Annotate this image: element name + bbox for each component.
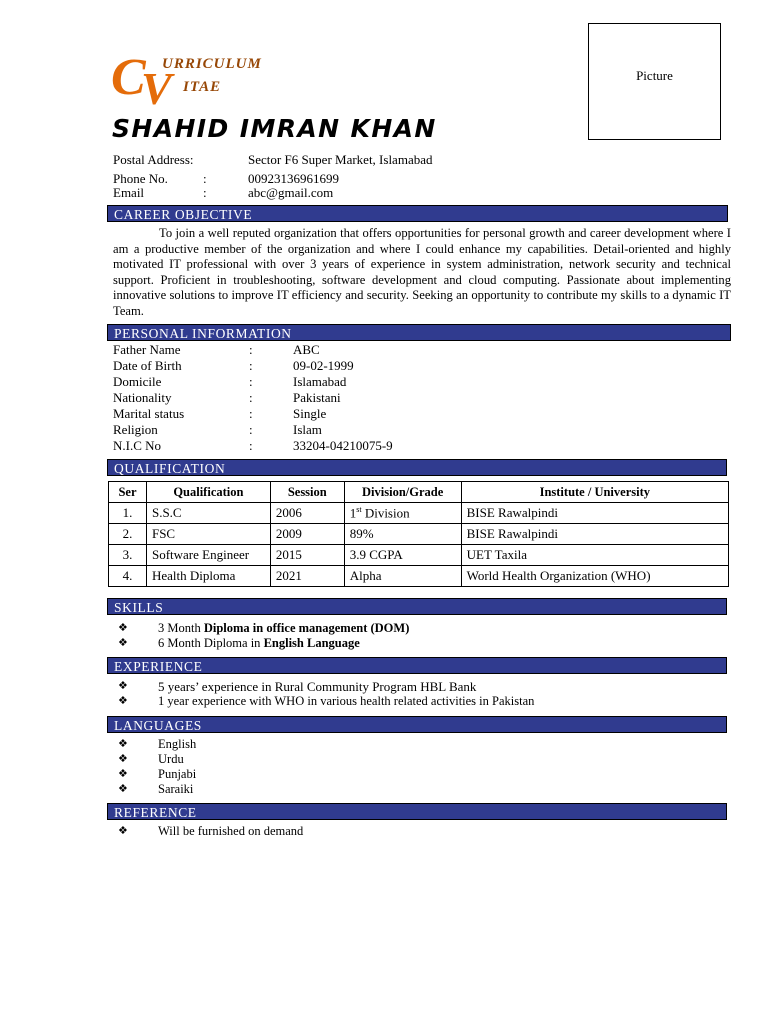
section-header-experience: EXPERIENCE bbox=[107, 657, 727, 674]
section-header-languages: LANGUAGES bbox=[107, 716, 727, 733]
personal-info-label: Father Name bbox=[113, 342, 181, 357]
contact-label: Postal Address: bbox=[113, 152, 194, 167]
language-text: Punjabi bbox=[158, 767, 197, 781]
qualification-table bbox=[108, 481, 729, 587]
personal-info-colon: : bbox=[249, 358, 253, 373]
personal-info-row bbox=[113, 342, 713, 358]
reference-item bbox=[118, 824, 718, 839]
experience-text: 1 year experience with WHO in various health related activities in Pakistan bbox=[158, 694, 535, 708]
skill-item bbox=[118, 636, 718, 651]
cell-institute: World Health Organization (WHO) bbox=[461, 566, 728, 587]
language-item bbox=[118, 737, 718, 752]
contact-value: Sector F6 Super Market, Islamabad bbox=[248, 152, 433, 167]
bullet-diamond-icon: ❖ bbox=[118, 621, 128, 634]
cell-qualification: FSC bbox=[146, 524, 270, 545]
section-header-personal-information: PERSONAL INFORMATION bbox=[107, 324, 731, 341]
cell-session: 2009 bbox=[270, 524, 344, 545]
skill-text: 6 Month Diploma in bbox=[158, 636, 264, 650]
logo-text-urriculum: URRICULUM bbox=[162, 56, 262, 72]
grade-text-rest: Division bbox=[361, 505, 410, 521]
personal-info-row bbox=[113, 406, 713, 422]
cell-qualification: Software Engineer bbox=[146, 545, 270, 566]
language-item bbox=[118, 752, 718, 767]
personal-info-colon: : bbox=[249, 390, 253, 405]
bullet-diamond-icon: ❖ bbox=[118, 694, 128, 707]
picture-label: Picture bbox=[636, 68, 673, 83]
table-header-row bbox=[109, 482, 729, 503]
cell-ser: 3. bbox=[109, 545, 147, 566]
contact-postal bbox=[113, 152, 713, 167]
experience-text: 5 years’ experience in Rural Community Program HBL Bank bbox=[158, 679, 477, 694]
experience-item bbox=[118, 694, 718, 709]
picture-placeholder bbox=[588, 23, 721, 140]
personal-info-value: Islam bbox=[293, 422, 322, 437]
section-header-qualification: QUALIFICATION bbox=[107, 459, 727, 476]
table-row bbox=[109, 503, 729, 524]
personal-info-colon: : bbox=[249, 342, 253, 357]
cell-institute: UET Taxila bbox=[461, 545, 728, 566]
bullet-diamond-icon: ❖ bbox=[118, 636, 128, 649]
language-text: Saraiki bbox=[158, 782, 194, 796]
language-item bbox=[118, 767, 718, 782]
contact-label: Email bbox=[113, 185, 145, 200]
cell-grade bbox=[344, 503, 461, 524]
contact-colon: : bbox=[203, 171, 207, 186]
skill-text-bold: Diploma in office management (DOM) bbox=[203, 621, 410, 635]
language-text: Urdu bbox=[158, 752, 184, 766]
grade-text: 3.9 CGPA bbox=[349, 547, 403, 562]
cell-session: 2021 bbox=[270, 566, 344, 587]
personal-info-label: Religion bbox=[113, 422, 158, 437]
personal-info-row bbox=[113, 438, 713, 454]
column-header-ser: Ser bbox=[109, 482, 147, 503]
logo-text-itae: ITAE bbox=[183, 79, 222, 95]
personal-info-label: Date of Birth bbox=[113, 358, 182, 373]
candidate-name: SHAHID IMRAN KHAN bbox=[112, 114, 437, 143]
grade-text: Alpha bbox=[349, 568, 382, 583]
personal-info-label: Marital status bbox=[113, 406, 185, 421]
grade-text: 1 bbox=[349, 505, 357, 521]
section-header-career-objective: CAREER OBJECTIVE bbox=[107, 205, 728, 222]
personal-info-colon: : bbox=[249, 438, 253, 453]
skill-text-bold: English Language bbox=[263, 636, 360, 650]
cell-session: 2015 bbox=[270, 545, 344, 566]
table-row bbox=[109, 545, 729, 566]
contact-phone bbox=[113, 171, 713, 186]
personal-info-colon: : bbox=[249, 374, 253, 389]
grade-superscript: st bbox=[356, 504, 362, 514]
skill-text: 3 Month bbox=[158, 621, 204, 635]
contact-value: abc@gmail.com bbox=[248, 185, 334, 200]
language-item bbox=[118, 782, 718, 797]
cell-qualification: Health Diploma bbox=[146, 566, 270, 587]
bullet-diamond-icon: ❖ bbox=[118, 767, 128, 780]
cell-grade bbox=[344, 545, 461, 566]
cell-institute: BISE Rawalpindi bbox=[461, 524, 728, 545]
column-header-session: Session bbox=[270, 482, 344, 503]
section-header-skills: SKILLS bbox=[107, 598, 727, 615]
personal-info-row bbox=[113, 374, 713, 390]
personal-info-value: Single bbox=[293, 406, 327, 421]
skill-item bbox=[118, 621, 718, 636]
personal-info-row bbox=[113, 422, 713, 438]
personal-info-value: Pakistani bbox=[293, 390, 341, 405]
bullet-diamond-icon: ❖ bbox=[118, 824, 128, 837]
logo-letter-c: C bbox=[111, 49, 146, 106]
logo-letter-v: V bbox=[141, 63, 172, 114]
cell-grade bbox=[344, 566, 461, 587]
grade-text: 89% bbox=[349, 526, 374, 541]
bullet-diamond-icon: ❖ bbox=[118, 679, 128, 692]
contact-email bbox=[113, 185, 713, 200]
career-objective-text: To join a well reputed organization that offers opportunities for personal growth and career development where I am a productive member of the organization and where I could enhance my capabilities. Detail-oriented and highly motivated IT professional with over 3 years of experience in system administration, network security and technical support. Proficient in troubleshooting, software development and cloud computing. Passionate about implementing innovative solutions to improve IT efficiency and security. Seeking an opportunity to contribute my skills to a dynamic IT Team. bbox=[113, 226, 731, 318]
personal-info-value: 33204-04210075-9 bbox=[293, 438, 393, 453]
personal-info-label: Nationality bbox=[113, 390, 172, 405]
personal-info-value: Islamabad bbox=[293, 374, 347, 389]
personal-info-colon: : bbox=[249, 422, 253, 437]
personal-info-row bbox=[113, 358, 713, 374]
table-row bbox=[109, 524, 729, 545]
bullet-diamond-icon: ❖ bbox=[118, 782, 128, 795]
cell-qualification: S.S.C bbox=[146, 503, 270, 524]
personal-info-label: N.I.C No bbox=[113, 438, 162, 453]
experience-item bbox=[118, 679, 718, 694]
cell-ser: 4. bbox=[109, 566, 147, 587]
contact-colon: : bbox=[203, 185, 207, 200]
column-header-qualification: Qualification bbox=[146, 482, 270, 503]
reference-text: Will be furnished on demand bbox=[158, 824, 304, 838]
cell-session: 2006 bbox=[270, 503, 344, 524]
personal-info-colon: : bbox=[249, 406, 253, 421]
personal-info-value: ABC bbox=[293, 342, 320, 357]
cell-institute: BISE Rawalpindi bbox=[461, 503, 728, 524]
column-header-institute: Institute / University bbox=[461, 482, 728, 503]
cell-grade bbox=[344, 524, 461, 545]
cell-ser: 2. bbox=[109, 524, 147, 545]
table-row bbox=[109, 566, 729, 587]
personal-info-label: Domicile bbox=[113, 374, 162, 389]
language-text: English bbox=[158, 737, 197, 751]
column-header-division-grade: Division/Grade bbox=[344, 482, 461, 503]
personal-info-row bbox=[113, 390, 713, 406]
personal-info-value: 09-02-1999 bbox=[293, 358, 354, 373]
section-header-reference: REFERENCE bbox=[107, 803, 727, 820]
bullet-diamond-icon: ❖ bbox=[118, 752, 128, 765]
contact-label: Phone No. bbox=[113, 171, 168, 186]
contact-value: 00923136961699 bbox=[248, 171, 339, 186]
cell-ser: 1. bbox=[109, 503, 147, 524]
bullet-diamond-icon: ❖ bbox=[118, 737, 128, 750]
